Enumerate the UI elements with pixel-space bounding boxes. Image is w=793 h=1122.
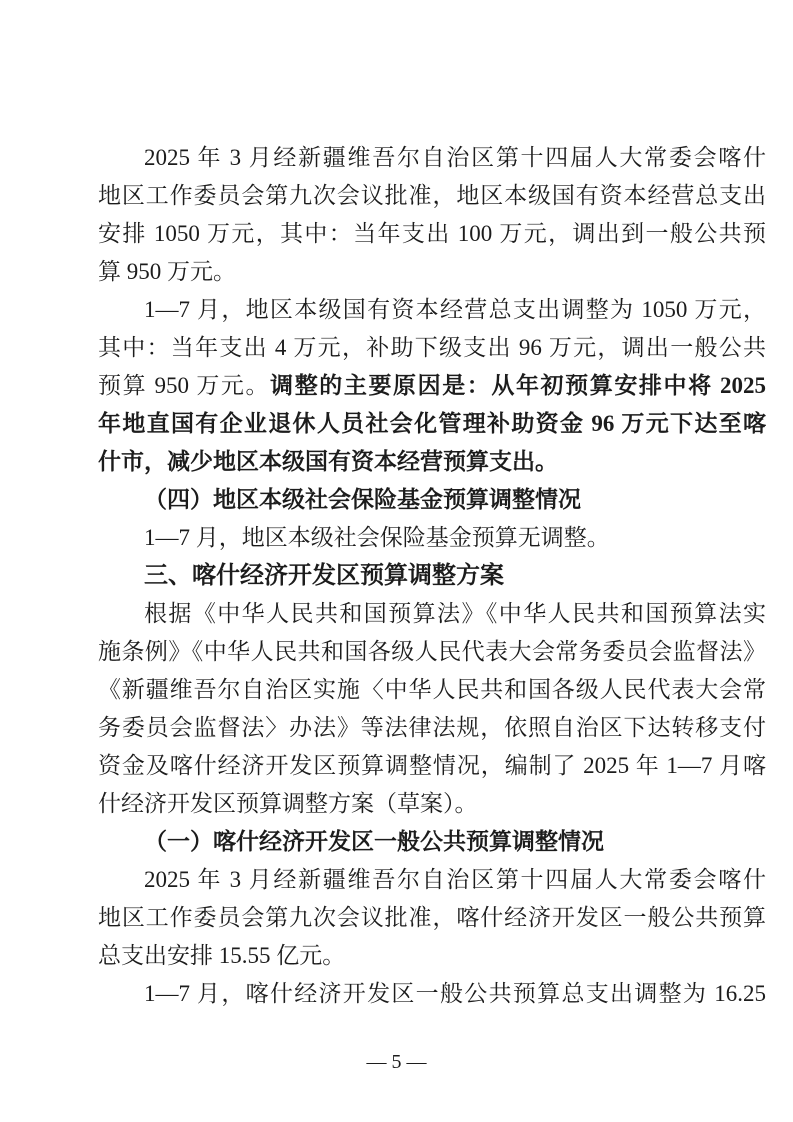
text-line [98, 253, 766, 291]
text-segment: 安排 1050 万元，其中：当年支出 100 万元，调出到一般公共预 [98, 221, 766, 246]
text-segment: （一）喀什经济开发区一般公共预算调整情况 [144, 829, 604, 854]
text-segment: 什经济开发区预算调整方案（草案）。 [98, 791, 478, 816]
body-paragraph [98, 861, 766, 975]
text-segment: 2025 年 3 月经新疆维吾尔自治区第十四届人大常委会喀什 [144, 867, 766, 892]
text-segment: 预算 950 万元。 [98, 373, 271, 398]
body-paragraph [98, 291, 766, 481]
text-segment: 地区工作委员会第九次会议批准，喀什经济开发区一般公共预算 [98, 905, 766, 930]
text-segment: 其中：当年支出 4 万元，补助下级支出 96 万元，调出一般公共 [98, 335, 766, 360]
text-segment: 三、喀什经济开发区预算调整方案 [144, 562, 504, 589]
text-line [98, 709, 766, 747]
text-segment: 1—7 月，喀什经济开发区一般公共预算总支出调整为 16.25 [144, 981, 766, 1006]
text-segment: （四）地区本级社会保险基金预算调整情况 [144, 487, 581, 512]
body-paragraph [98, 975, 766, 1013]
text-line [98, 481, 766, 519]
text-line [98, 367, 766, 405]
text-line [98, 519, 766, 557]
text-segment: 什市，减少地区本级国有资本经营预算支出。 [98, 449, 558, 474]
text-line [98, 215, 766, 253]
text-segment: 调整的主要原因是：从年初预算安排中将 2025 [270, 373, 766, 398]
text-line [98, 633, 766, 671]
page-number: — 5 — [366, 1051, 427, 1073]
text-line [98, 899, 766, 937]
text-line [98, 329, 766, 367]
text-line [98, 443, 766, 481]
text-line [98, 671, 766, 709]
text-segment: 1—7 月，地区本级社会保险基金预算无调整。 [144, 525, 610, 550]
text-segment: 地区工作委员会第九次会议批准，地区本级国有资本经营总支出 [98, 183, 766, 208]
text-line [98, 785, 766, 823]
text-line [98, 177, 766, 215]
text-segment: 施条例》《中华人民共和国各级人民代表大会常务委员会监督法》 [98, 639, 766, 664]
text-line [98, 557, 766, 595]
text-segment: 年地直国有企业退休人员社会化管理补助资金 96 万元下达至喀 [98, 411, 766, 436]
text-line [98, 937, 766, 975]
body-paragraph [98, 519, 766, 557]
subsection-heading [98, 823, 766, 861]
section-heading [98, 557, 766, 595]
text-segment: 务委员会监督法〉办法》等法律法规，依照自治区下达转移支付 [98, 715, 766, 740]
text-line [98, 595, 766, 633]
text-segment: 《新疆维吾尔自治区实施〈中华人民共和国各级人民代表大会常 [98, 677, 766, 702]
document-content [98, 139, 766, 1013]
text-segment: 1—7 月，地区本级国有资本经营总支出调整为 1050 万元， [144, 297, 766, 322]
text-segment: 总支出安排 15.55 亿元。 [98, 943, 346, 968]
text-line [98, 823, 766, 861]
text-line [98, 405, 766, 443]
subsection-heading [98, 481, 766, 519]
text-line [98, 861, 766, 899]
text-segment: 2025 年 3 月经新疆维吾尔自治区第十四届人大常委会喀什 [144, 145, 766, 170]
text-line [98, 291, 766, 329]
text-line [98, 139, 766, 177]
body-paragraph [98, 595, 766, 823]
text-segment: 资金及喀什经济开发区预算调整情况，编制了 2025 年 1—7 月喀 [98, 753, 766, 778]
body-paragraph [98, 139, 766, 291]
text-segment: 算 950 万元。 [98, 259, 236, 284]
text-line [98, 747, 766, 785]
text-line [98, 975, 766, 1013]
text-segment: 根据《中华人民共和国预算法》《中华人民共和国预算法实 [144, 601, 766, 626]
